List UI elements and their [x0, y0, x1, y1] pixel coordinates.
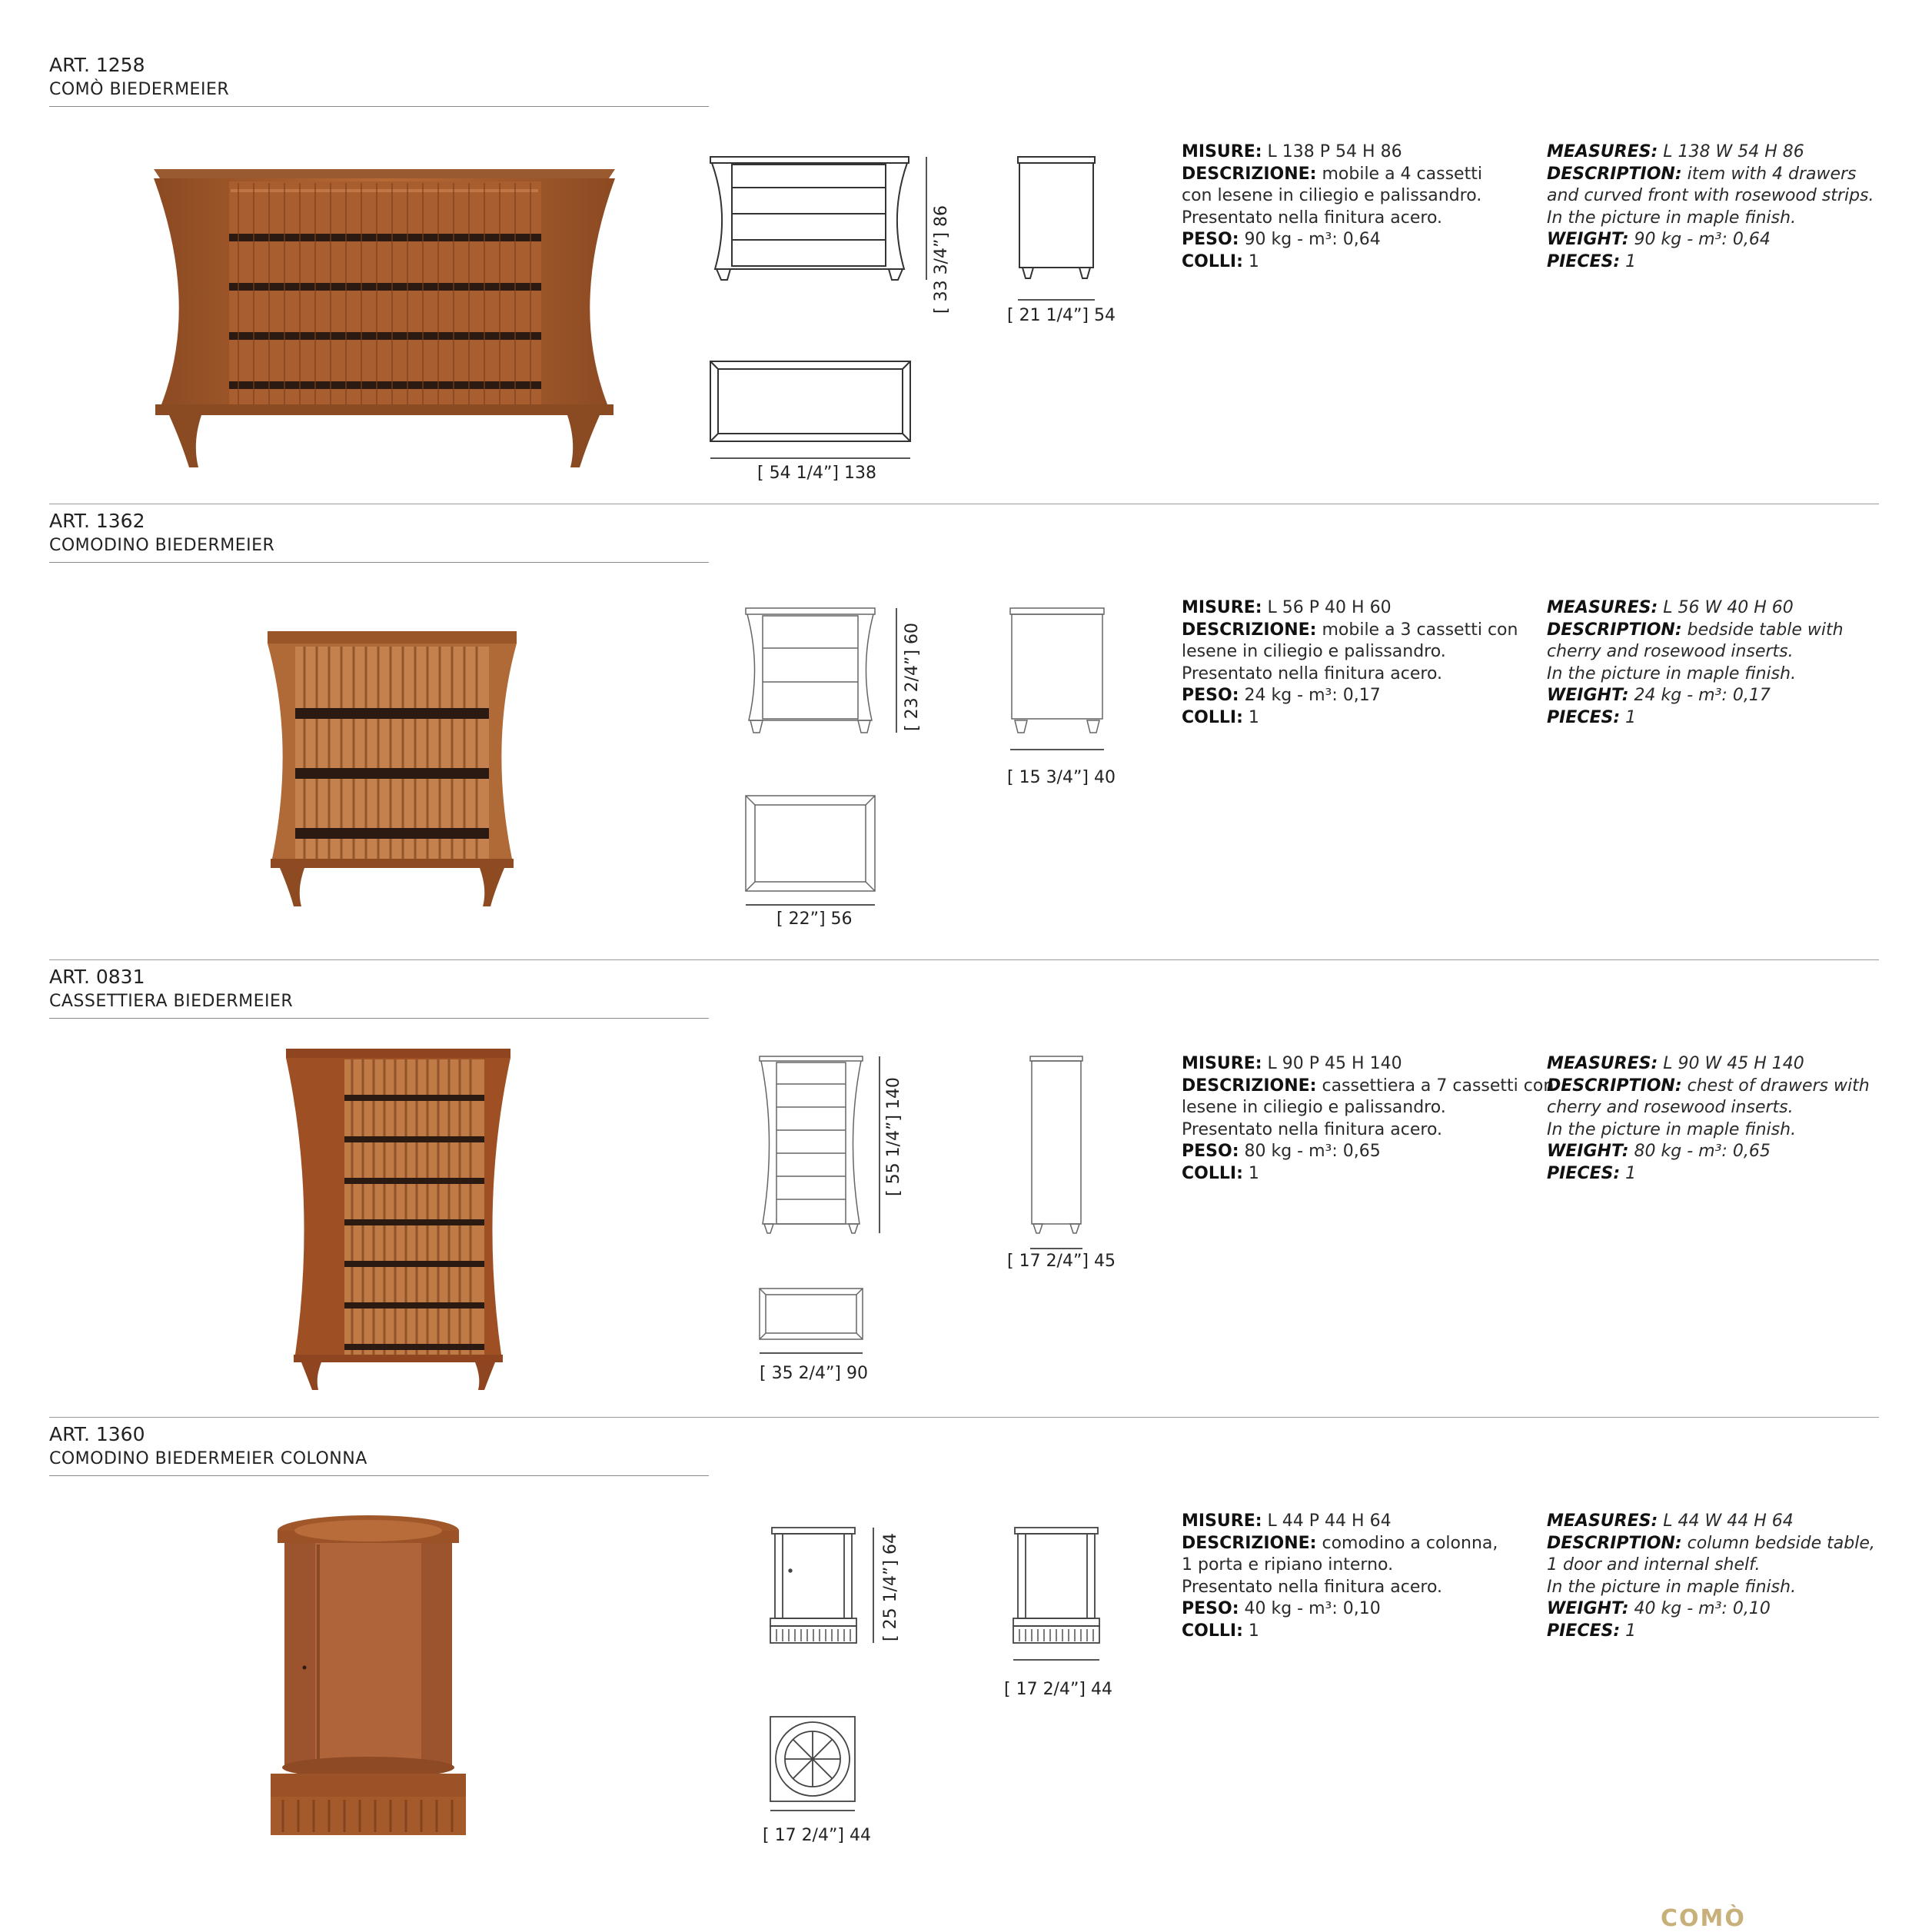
side-drawing: [1007, 605, 1107, 759]
value-misure: L 44 P 44 H 64: [1262, 1511, 1392, 1531]
article-number: ART. 1362: [49, 510, 145, 532]
value-description: and curved front with rosewood strips.: [1547, 186, 1874, 205]
value-description: In the picture in maple finish.: [1547, 1119, 1797, 1139]
label-misure: MISURE:: [1182, 598, 1262, 617]
width-dimension-label: [ 35 2/4”] 90: [760, 1364, 868, 1383]
label-peso: PESO:: [1182, 1599, 1239, 1618]
value-descrizione: Presentato nella finitura acero.: [1182, 1119, 1443, 1139]
value-peso: 40 kg - m³: 0,10: [1239, 1599, 1381, 1618]
label-weight: WEIGHT:: [1547, 686, 1629, 705]
value-misure: L 138 P 54 H 86: [1262, 142, 1402, 161]
label-description: DESCRIPTION:: [1547, 620, 1682, 640]
article-name: COMÒ BIEDERMEIER: [49, 80, 230, 99]
value-descrizione: Presentato nella finitura acero.: [1182, 1577, 1443, 1597]
label-misure: MISURE:: [1182, 142, 1262, 161]
footer-brand-mark: COMÒ: [1661, 1905, 1746, 1932]
value-description: 1 door and internal shelf.: [1547, 1555, 1761, 1575]
label-weight: WEIGHT:: [1547, 230, 1629, 249]
value-weight: 90 kg - m³: 0,64: [1628, 230, 1771, 249]
value-measures: L 44 W 44 H 64: [1658, 1511, 1794, 1531]
spec-italian: [1182, 597, 1518, 729]
article-number: ART. 1258: [49, 54, 145, 76]
product-section-1360: [0, 1414, 1922, 1875]
label-peso: PESO:: [1182, 1142, 1239, 1161]
value-description: In the picture in maple finish.: [1547, 1577, 1797, 1597]
product-section-1258: [0, 45, 1922, 502]
label-weight: WEIGHT:: [1547, 1599, 1629, 1618]
label-peso: PESO:: [1182, 686, 1239, 705]
product-photo-comodino: [261, 628, 523, 913]
spec-english: [1547, 597, 1877, 729]
label-descrizione: DESCRIZIONE:: [1182, 1533, 1317, 1553]
title-rule: [49, 562, 709, 563]
value-descrizione: comodino a colonna,: [1316, 1533, 1498, 1553]
spec-english: [1547, 1511, 1877, 1642]
value-description: column bedside table,: [1681, 1533, 1875, 1553]
depth-dimension-label: [ 17 2/4”] 44: [1004, 1680, 1112, 1699]
label-measures: MEASURES:: [1547, 142, 1658, 161]
value-description: In the picture in maple finish.: [1547, 663, 1797, 683]
label-description: DESCRIPTION:: [1547, 1533, 1682, 1553]
label-measures: MEASURES:: [1547, 1054, 1658, 1073]
label-pieces: PIECES:: [1547, 251, 1621, 271]
front-drawing: [743, 605, 927, 759]
value-peso: 80 kg - m³: 0,65: [1239, 1142, 1381, 1161]
label-colli: COLLI:: [1182, 1621, 1243, 1641]
value-colli: 1: [1242, 1621, 1259, 1641]
spec-english: [1547, 1053, 1877, 1185]
value-weight: 24 kg - m³: 0,17: [1628, 686, 1771, 705]
value-descrizione: con lesene in ciliegio e palissandro.: [1182, 186, 1482, 205]
value-measures: L 138 W 54 H 86: [1658, 142, 1804, 161]
spec-italian: [1182, 1511, 1498, 1642]
value-colli: 1: [1242, 1163, 1259, 1183]
label-descrizione: DESCRIZIONE:: [1182, 620, 1317, 640]
label-pieces: PIECES:: [1547, 707, 1621, 727]
value-descrizione: mobile a 3 cassetti con: [1316, 620, 1518, 640]
product-photo-colonna: [264, 1514, 472, 1837]
top-drawing: [756, 1285, 872, 1362]
product-section-1362: [0, 500, 1922, 958]
value-colli: 1: [1242, 251, 1259, 271]
label-measures: MEASURES:: [1547, 1511, 1658, 1531]
value-measures: L 56 W 40 H 60: [1658, 598, 1794, 617]
value-descrizione: mobile a 4 cassetti: [1316, 164, 1482, 184]
height-dimension-label: [ 33 3/4”] 86: [932, 205, 951, 314]
top-drawing: [707, 358, 915, 474]
spec-english: [1547, 141, 1877, 273]
label-descrizione: DESCRIZIONE:: [1182, 1076, 1317, 1096]
value-description: chest of drawers with: [1681, 1076, 1870, 1096]
value-descrizione: lesene in ciliegio e palissandro.: [1182, 1098, 1446, 1117]
label-colli: COLLI:: [1182, 707, 1243, 727]
article-number: ART. 1360: [49, 1423, 145, 1445]
value-descrizione: Presentato nella finitura acero.: [1182, 663, 1443, 683]
label-pieces: PIECES:: [1547, 1163, 1621, 1183]
label-pieces: PIECES:: [1547, 1621, 1621, 1641]
width-dimension-label: [ 54 1/4”] 138: [757, 464, 876, 483]
product-section-0831: [0, 956, 1922, 1414]
value-misure: L 56 P 40 H 60: [1262, 598, 1392, 617]
side-drawing: [1027, 1053, 1089, 1253]
side-drawing: [1010, 1525, 1102, 1678]
label-colli: COLLI:: [1182, 1163, 1243, 1183]
value-description: In the picture in maple finish.: [1547, 208, 1797, 228]
value-description: bedside table with: [1681, 620, 1844, 640]
label-description: DESCRIPTION:: [1547, 164, 1682, 184]
value-colli: 1: [1242, 707, 1259, 727]
width-dimension-label: [ 17 2/4”] 44: [763, 1826, 871, 1845]
value-description: cherry and rosewood inserts.: [1547, 642, 1794, 661]
label-weight: WEIGHT:: [1547, 1142, 1629, 1161]
front-drawing: [767, 1525, 890, 1663]
depth-dimension-label: [ 15 3/4”] 40: [1007, 768, 1116, 787]
label-peso: PESO:: [1182, 230, 1239, 249]
height-dimension-label: [ 25 1/4”] 64: [881, 1533, 900, 1641]
label-description: DESCRIPTION:: [1547, 1076, 1682, 1096]
value-pieces: 1: [1620, 707, 1637, 727]
spec-italian: [1182, 1053, 1554, 1185]
article-name: COMODINO BIEDERMEIER COLONNA: [49, 1449, 367, 1468]
label-misure: MISURE:: [1182, 1511, 1262, 1531]
value-weight: 80 kg - m³: 0,65: [1628, 1142, 1771, 1161]
value-pieces: 1: [1620, 251, 1637, 271]
article-name: CASSETTIERA BIEDERMEIER: [49, 992, 294, 1011]
spec-italian: [1182, 141, 1482, 273]
product-photo-cassettiera: [283, 1047, 514, 1393]
value-misure: L 90 P 45 H 140: [1262, 1054, 1402, 1073]
front-drawing: [707, 154, 953, 338]
value-measures: L 90 W 45 H 140: [1658, 1054, 1804, 1073]
width-dimension-label: [ 22”] 56: [776, 909, 853, 929]
value-pieces: 1: [1620, 1163, 1637, 1183]
value-descrizione: Presentato nella finitura acero.: [1182, 208, 1443, 228]
value-description: cherry and rosewood inserts.: [1547, 1098, 1794, 1117]
value-description: item with 4 drawers: [1681, 164, 1857, 184]
article-number: ART. 0831: [49, 966, 145, 988]
product-photo-como: [138, 151, 630, 520]
label-colli: COLLI:: [1182, 251, 1243, 271]
article-name: COMODINO BIEDERMEIER: [49, 536, 275, 555]
top-drawing: [743, 793, 889, 908]
value-descrizione: cassettiera a 7 cassetti con: [1316, 1076, 1555, 1096]
top-drawing: [767, 1714, 860, 1814]
label-measures: MEASURES:: [1547, 598, 1658, 617]
value-pieces: 1: [1620, 1621, 1637, 1641]
title-rule: [49, 1018, 709, 1019]
depth-dimension-label: [ 21 1/4”] 54: [1007, 306, 1116, 325]
value-descrizione: lesene in ciliegio e palissandro.: [1182, 642, 1446, 661]
value-descrizione: 1 porta e ripiano interno.: [1182, 1555, 1394, 1575]
height-dimension-label: [ 55 1/4”] 140: [884, 1077, 903, 1196]
value-peso: 90 kg - m³: 0,64: [1239, 230, 1381, 249]
label-descrizione: DESCRIZIONE:: [1182, 164, 1317, 184]
side-drawing: [1015, 154, 1099, 308]
height-dimension-label: [ 23 2/4”] 60: [903, 623, 922, 731]
depth-dimension-label: [ 17 2/4”] 45: [1007, 1252, 1116, 1271]
title-rule: [49, 106, 709, 107]
value-weight: 40 kg - m³: 0,10: [1628, 1599, 1771, 1618]
title-rule: [49, 1475, 709, 1476]
label-misure: MISURE:: [1182, 1054, 1262, 1073]
value-peso: 24 kg - m³: 0,17: [1239, 686, 1381, 705]
